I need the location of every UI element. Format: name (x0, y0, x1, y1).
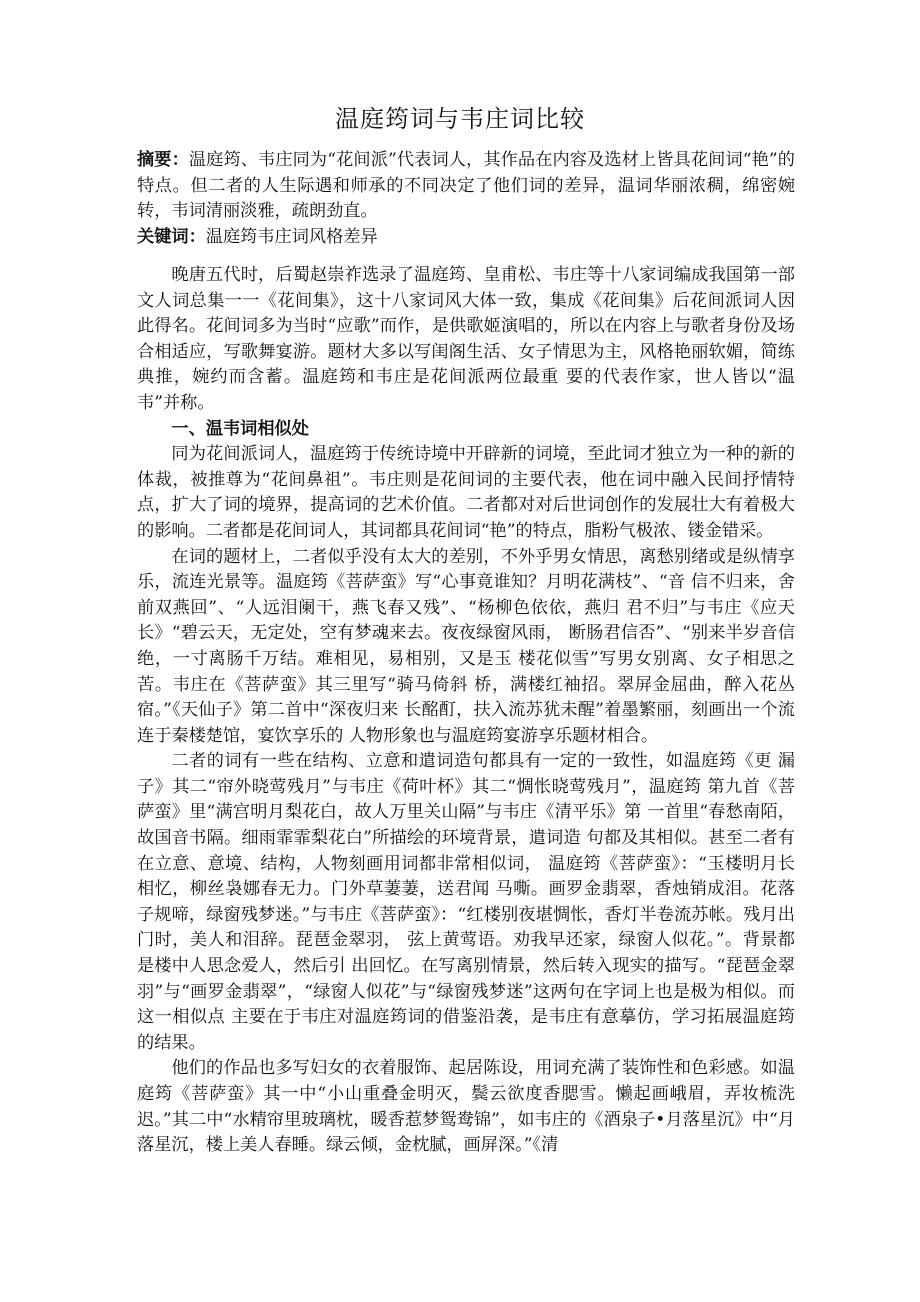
abstract-label: 摘要： (137, 150, 189, 170)
paragraph: 在词的题材上，二者似乎没有太大的差别，不外乎男女情思，离愁别绪或是纵情享乐，流连光景等。温庭筠《菩萨蛮》写“心事竟谁知？月明花满枝”、“音 信不归来，舍前双燕回”、“人远泪阑干，燕飞春又残”、“杨柳色依依，燕归 君不归”与韦庄《应天长》“碧云天，无定处，空有梦魂来去。夜夜绿窗风雨， 断肠君信否”、“别来半岁音信绝，一寸离肠千万结。难相见，易相别，又是玉 楼花似雪”写男女别离、女子相思之苦。韦庄在《菩萨蛮》其三里写“骑马倚斜 桥，满楼红袖招。翠屏金屈曲，醉入花丛宿。”《天仙子》第二首中“深夜归来 长酩酊，扶入流苏犹未醒”着墨繁丽，刻画出一个流连于秦楼楚馆，宴饮享乐的 人物形象也与温庭筠宴游享乐题材相合。 (137, 546, 795, 746)
paragraph: 同为花间派词人，温庭筠于传统诗境中开辟新的词境，至此词才独立为一种的新的体裁，被推尊为“花间鼻祖”。韦庄则是花间词的主要代表，他在词中融入民间抒情特点，扩大了词的境界，提高词的艺术价值。二者都对对后世词创作的发展壮大有着极大的影响。二者都是花间词人，其词都具花间词“艳”的特点，脂粉气极浓、镂金错采。 (137, 444, 795, 541)
keywords-label: 关键词： (137, 226, 206, 247)
abstract-section (137, 148, 795, 250)
abstract-text: 温庭筠、韦庄同为“花间派”代表词人，其作品在内容及选材上皆具花间词“艳”的特点。但二者的人生际遇和师承的不同决定了他们词的差异，温词华丽浓稠，绵密婉转，韦词清丽淡雅，疏朗劲直。 (137, 150, 795, 222)
body-text (137, 263, 795, 1159)
paragraph: 他们的作品也多写妇女的衣着服饰、起居陈设，用词充满了装饰性和色彩感。如温庭筠《菩萨蛮》其一中“小山重叠金明灭，鬓云欲度香腮雪。懒起画峨眉，弄妆梳洗迟。”其二中“水精帘里玻璃枕，暖香惹梦鸳鸯锦”，如韦庄的《酒泉子•月落星沉》中“月落星沉，楼上美人春睡。绿云倾，金枕腻，画屏深。”《清 (137, 1058, 795, 1156)
keywords-text: 温庭筠韦庄词风格差异 (205, 226, 378, 247)
document-title: 温庭筠词与韦庄词比较 (335, 105, 585, 133)
abstract (137, 148, 795, 225)
keywords (137, 225, 795, 251)
section-heading: 一、温韦词相似处 (171, 418, 309, 439)
paragraph: 晚唐五代时，后蜀赵崇祚选录了温庭筠、皇甫松、韦庄等十八家词编成我国第一部文人词总集一一《花间集》，这十八家词风大体一致，集成《花间集》后花间派词人因此得名。花间词多为当时“应歌”而作，是供歌姬演唱的，所以在内容上与歌者身份及场合相适应，写歌舞宴游。题材大多以写闺阁生活、女子情思为主，风格艳丽软媚，简练典推，婉约而含蓄。温庭筠和韦庄是花间派两位最重 要的代表作家，世人皆以“温韦”并称。 (137, 265, 795, 413)
paragraph: 二者的词有一些在结构、立意和遣词造句都具有一定的一致性，如温庭筠《更 漏子》其二“帘外晓莺残月”与韦庄《荷叶杯》其二“惆怅晓莺残月”，温庭筠 第九首《菩萨蛮》里“满宫明月梨花白，故人万里关山隔”与韦庄《清平乐》第 一首里“春愁南陌，故国音书隔。细雨霏霏梨花白”所描绘的环境背景，遣词造 句都及其相似。甚至二者有在立意、意境、结构，人物刻画用词都非常相似词， 温庭筠《菩萨蛮》：“玉楼明月长相忆，柳丝袅娜春无力。门外草萋萋，送君闻 马嘶。画罗金翡翠，香烛销成泪。花落子规啼，绿窗残梦迷。”与韦庄《菩萨蛮》：“红楼别夜堪惆怅，香灯半卷流苏帐。残月出门时，美人和泪辞。琵琶金翠羽， 弦上黄莺语。劝我早还家，绿窗人似花。”。背景都是楼中人思念爱人，然后引 出回忆。在写离别情景，然后转入现实的描写。“琵琶金翠羽”与“画罗金翡翠”，“绿窗人似花”与“绿窗残梦迷”这两句在字词上也是极为相似。而这一相似点 主要在于韦庄对温庭筠词的借鉴沿袭，是韦庄有意摹仿，学习拓展温庭筠的结果。 (137, 751, 795, 1053)
